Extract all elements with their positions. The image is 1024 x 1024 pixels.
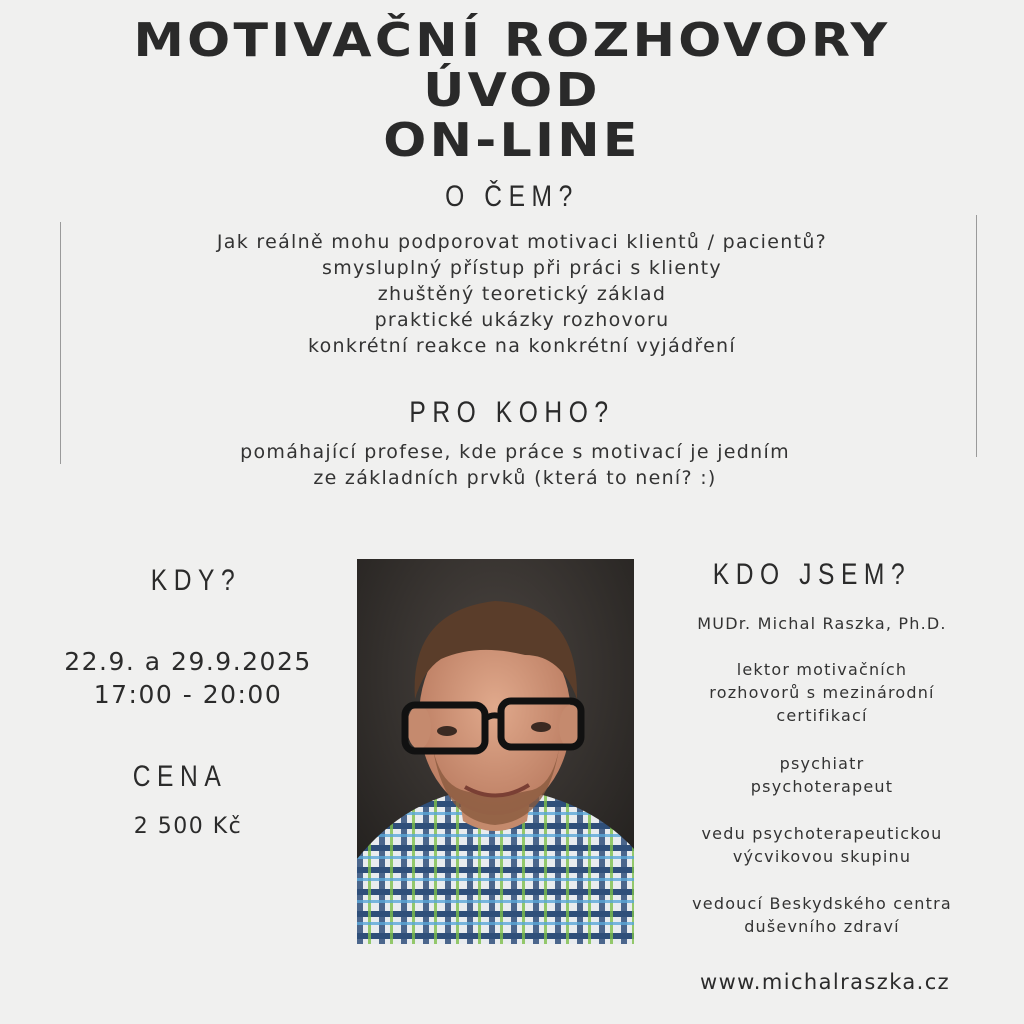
who-block-lektor — [662, 658, 982, 727]
about-list — [0, 229, 1024, 359]
who-line: rozhovorů s mezinárodní — [709, 683, 935, 702]
who-line: psychoterapeut — [750, 777, 894, 796]
audience-line: ze základních prvků (která to není? :) — [313, 467, 717, 489]
price-heading: CENA — [132, 760, 228, 793]
website-link[interactable]: www.michalraszka.cz — [700, 970, 951, 994]
who-block-center — [662, 892, 982, 938]
when-heading: KDY? — [150, 564, 242, 597]
title-line-3: ON-LINE — [383, 113, 641, 167]
who-line: výcvikovou skupinu — [732, 847, 912, 866]
who-block-profession — [662, 752, 982, 798]
who-name: MUDr. Michal Raszka, Ph.D. — [697, 614, 947, 633]
audience-heading: PRO KOHO? — [409, 396, 615, 429]
who-block-group — [662, 822, 982, 868]
portrait-photo — [357, 559, 634, 944]
price-value: 2 500 Kč — [133, 814, 243, 839]
event-time: 17:00 - 20:00 — [93, 680, 283, 709]
about-line: Jak reálně mohu podporovat motivaci klientů / pacientů? — [216, 231, 828, 253]
about-heading: O ČEM? — [445, 180, 579, 213]
event-dates: 22.9. a 29.9.2025 — [64, 647, 312, 676]
who-line: duševního zdraví — [744, 917, 900, 936]
who-line: vedoucí Beskydského centra — [692, 894, 952, 913]
about-line: konkrétní reakce na konkrétní vyjádření — [308, 335, 736, 357]
title-line-2: ÚVOD — [423, 63, 601, 117]
about-line: zhuštěný teoretický základ — [377, 283, 667, 305]
who-line: psychiatr — [779, 754, 865, 773]
who-line: lektor motivačních — [736, 660, 908, 679]
when-block — [30, 645, 346, 711]
audience-list — [0, 439, 1024, 491]
about-line: smysluplný přístup při práci s klienty — [322, 257, 722, 279]
about-line: praktické ukázky rozhovoru — [374, 309, 670, 331]
who-line: vedu psychoterapeutickou — [701, 824, 943, 843]
who-heading: KDO JSEM? — [712, 558, 912, 591]
audience-line: pomáhající profese, kde práce s motivací je jedním — [240, 441, 790, 463]
title-line-1: MOTIVAČNÍ ROZHOVORY — [133, 13, 891, 67]
who-line: certifikací — [776, 706, 868, 725]
